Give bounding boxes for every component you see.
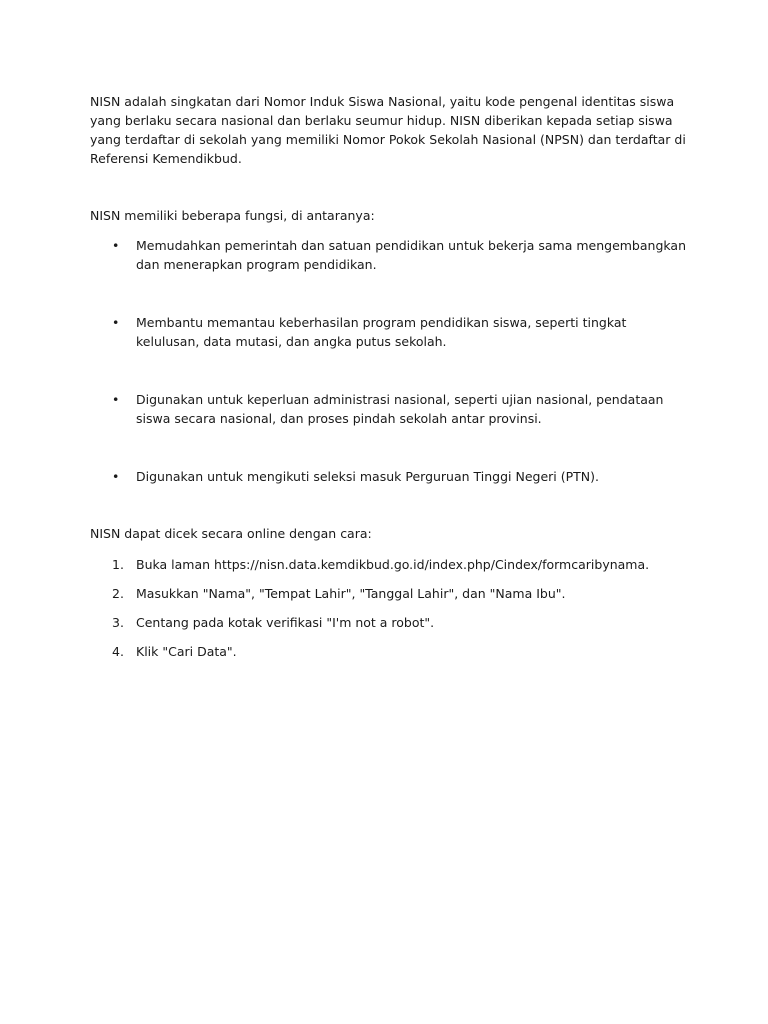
function-text: Digunakan untuk keperluan administrasi nasional, seperti ujian nasional, pendataan siswa secara nasional, dan proses pindah sekolah antar provinsi. (136, 392, 664, 426)
step-number: 3. (112, 615, 124, 630)
step-number: 2. (112, 586, 124, 601)
list-item (90, 642, 690, 661)
bullet-icon: • (112, 392, 120, 407)
intro-paragraph: NISN adalah singkatan dari Nomor Induk Siswa Nasional, yaitu kode pengenal identitas siswa yang berlaku secara nasional dan berlaku seumur hidup. NISN diberikan kepada setiap siswa yang terdaftar di sekolah yang memiliki Nomor Pokok Sekolah Nasional (NPSN) dan terdaftar di Referensi Kemendikbud. (90, 94, 686, 166)
list-item (90, 584, 690, 603)
steps-heading: NISN dapat dicek secara online dengan cara: (90, 526, 372, 541)
list-item (90, 613, 690, 632)
function-text: Digunakan untuk mengikuti seleksi masuk Perguruan Tinggi Negeri (PTN). (136, 469, 600, 484)
step-text: Centang pada kotak verifikasi "I'm not a robot". (136, 615, 435, 630)
bullet-icon: • (112, 469, 120, 484)
functions-heading: NISN memiliki beberapa fungsi, di antaranya: (90, 208, 375, 223)
step-text: Klik "Cari Data". (136, 644, 237, 659)
function-text: Memudahkan pemerintah dan satuan pendidikan untuk bekerja sama mengembangkan dan menerapkan program pendidikan. (136, 238, 686, 272)
step-number: 1. (112, 557, 124, 572)
functions-list (90, 236, 690, 486)
step-text: Buka laman https://nisn.data.kemdikbud.go.id/index.php/Cindex/formcaribynama. (136, 557, 650, 572)
document-body (90, 92, 690, 671)
bullet-icon: • (112, 238, 120, 253)
step-number: 4. (112, 644, 124, 659)
list-item (90, 236, 690, 274)
bullet-icon: • (112, 315, 120, 330)
steps-list (90, 555, 690, 661)
function-text: Membantu memantau keberhasilan program pendidikan siswa, seperti tingkat kelulusan, data mutasi, dan angka putus sekolah. (136, 315, 627, 349)
step-text: Masukkan "Nama", "Tempat Lahir", "Tanggal Lahir", dan "Nama Ibu". (136, 586, 566, 601)
list-item (90, 390, 690, 428)
list-item (90, 555, 690, 574)
list-item (90, 313, 690, 351)
list-item (90, 467, 690, 486)
